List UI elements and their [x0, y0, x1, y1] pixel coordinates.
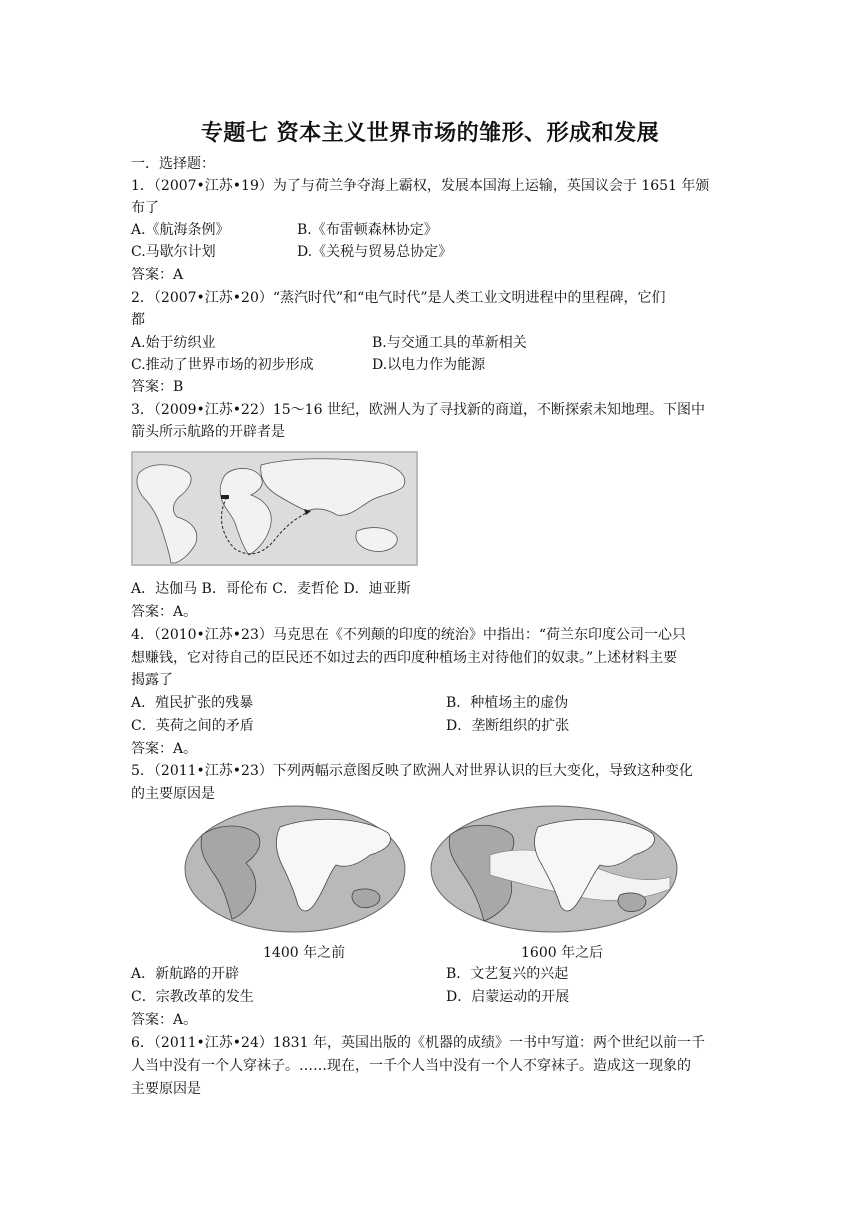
map-after-1600: [430, 805, 678, 933]
q5-stem-line2: 的主要原因是: [131, 786, 215, 802]
q2-option-b: B.与交通工具的革新相关: [372, 335, 527, 351]
q4-option-b: B．种植场主的虚伪: [446, 695, 569, 711]
q5-option-b: B．文艺复兴的兴起: [446, 966, 569, 982]
q2-option-d: D.以电力作为能源: [372, 357, 486, 373]
q3-answer: 答案：A。: [131, 604, 198, 620]
australia-region: [618, 893, 646, 912]
q5-option-a: A．新航路的开辟: [131, 966, 240, 982]
q3-route-map-figure: [131, 451, 418, 566]
map-left-caption: 1400 年之前: [263, 945, 346, 961]
q1-option-c: C.马歇尔计划: [131, 244, 216, 260]
q4-stem-line3: 揭露了: [131, 672, 173, 688]
q5-option-c: C．宗教改革的发生: [131, 989, 254, 1005]
page-title: 专题七 资本主义世界市场的雏形、形成和发展: [200, 121, 660, 146]
q6-stem-line3: 主要原因是: [131, 1081, 201, 1097]
q2-stem-line1: 2．（2007•江苏•20）“蒸汽时代”和“电气时代”是人类工业文明进程中的里程碑，它们: [131, 290, 666, 306]
map-before-1400: [184, 805, 406, 933]
q4-stem-line1: 4．（2010•江苏•23）马克思在《不列颠的印度的统治》中指出：“荷兰东印度公司一心只: [131, 627, 687, 643]
q2-stem-line2: 都: [131, 312, 145, 328]
q3-options: A．达伽马 B．哥伦布 C．麦哲伦 D．迪亚斯: [131, 581, 411, 597]
q4-option-d: D．垄断组织的扩张: [446, 718, 570, 734]
australia-unknown: [352, 889, 380, 908]
q6-stem-line1: 6．（2011•江苏•24）1831 年，英国出版的《机器的成绩》一书中写道：两个世纪以前一千: [131, 1035, 705, 1051]
q1-option-d: D.《关税与贸易总协定》: [297, 244, 453, 260]
q1-stem-line2: 布了: [131, 200, 159, 216]
section-heading: 一．选择题：: [131, 156, 215, 172]
q1-option-b: B.《布雷顿森林协定》: [297, 222, 438, 238]
q4-answer: 答案：A。: [131, 741, 198, 757]
q4-option-c: C．英荷之间的矛盾: [131, 718, 254, 734]
q4-option-a: A．殖民扩张的残暴: [131, 695, 254, 711]
q2-answer: 答案：B: [131, 379, 184, 395]
q2-option-a: A.始于纺织业: [131, 335, 216, 351]
map-right-caption: 1600 年之后: [521, 945, 604, 961]
q3-stem-line2: 箭头所示航路的开辟者是: [131, 424, 285, 440]
route-start-marker: [221, 495, 229, 499]
q3-stem-line1: 3．（2009•江苏•22）15～16 世纪，欧洲人为了寻找新的商道，不断探索未知地理。下图中: [131, 402, 705, 418]
q1-answer: 答案：A: [131, 267, 184, 283]
q1-option-a: A.《航海条例》: [131, 222, 230, 238]
q6-stem-line2: 人当中没有一个人穿袜子。……现在，一千个人当中没有一个人不穿袜子。造成这一现象的: [131, 1058, 691, 1074]
q5-option-d: D．启蒙运动的开展: [446, 989, 570, 1005]
q4-stem-line2: 想赚钱，它对待自己的臣民还不如过去的西印度种植场主对待他们的奴隶。”上述材料主要: [131, 650, 678, 666]
q1-stem-line1: 1．（2007•江苏•19）为了与荷兰争夺海上霸权，发展本国海上运输，英国议会于 1651 年颁: [131, 178, 710, 194]
q5-stem-line1: 5．（2011•江苏•23）下列两幅示意图反映了欧洲人对世界认识的巨大变化，导致这种变化: [131, 763, 693, 779]
q2-option-c: C.推动了世界市场的初步形成: [131, 357, 314, 373]
q5-answer: 答案：A。: [131, 1012, 198, 1028]
